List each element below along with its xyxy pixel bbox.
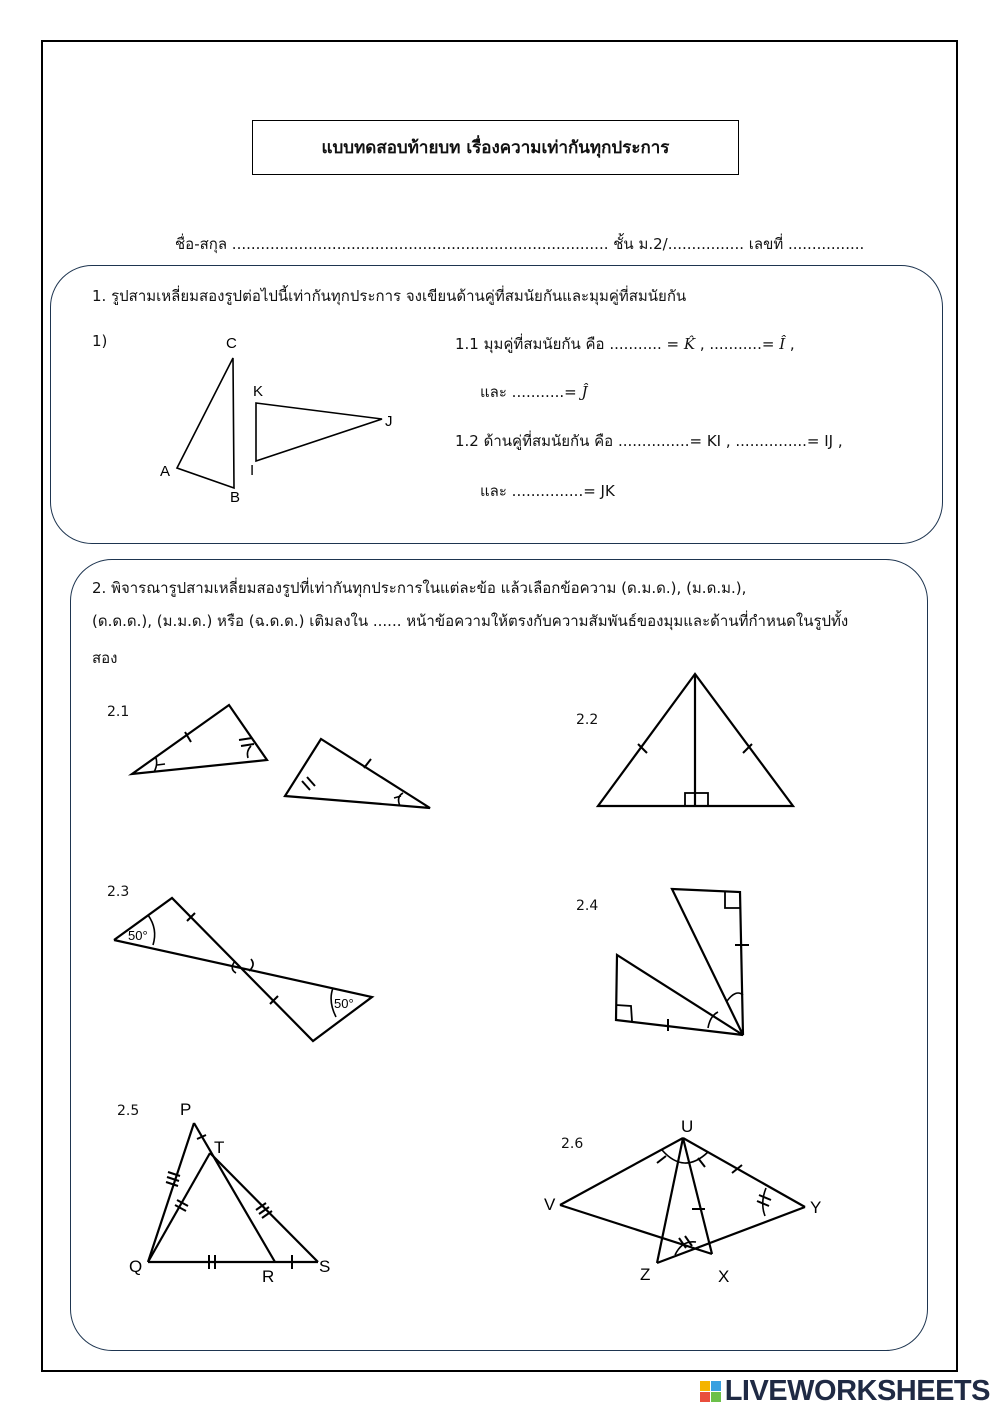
label-c: C [226,335,237,352]
section-2-instruction-line-2: (ด.ด.ด.), (ม.ม.ด.) หรือ (ฉ.ด.ด.) เติมลงใน ...... หน้าข้อความให้ตรงกับความสัมพันธ์ของมุมและด้านที่กำหนดในรูปทั้ง [92,612,849,630]
tick-2-1-left-double-a [239,738,252,740]
worksheet-title [252,120,739,175]
angle-j-hat: Ĵ [581,383,588,401]
angle-tick-2-1-left-a [157,764,165,765]
section-1-instruction: 1. รูปสามเหลี่ยมสองรูปต่อไปนี้เท่ากันทุกประการ จงเขียนด้านคู่ที่สมนัยกันและมุมคู่ที่สมนัยกัน [92,287,687,305]
label-r: R [262,1267,275,1286]
label-i: I [250,462,255,479]
right-angle-mark-2-4-lower [616,1005,632,1021]
segment-uv [560,1138,683,1205]
segment-uy [683,1138,805,1207]
logo-wordmark: LIVEWORKSHEETS [724,1374,990,1407]
tick-2-6-y-angle-a [759,1195,771,1200]
item-2-4-number: 2.4 [576,898,599,914]
segment-pr [194,1123,275,1262]
bowtie-2-3 [114,898,372,1041]
logo-square-2 [711,1381,721,1391]
worksheet-title-text: แบบทดสอบท้ายบท เรื่องความเท่ากันทุกประการ [321,138,670,158]
angle-arc-2-3-left [148,915,155,945]
item-2-2-number: 2.2 [576,712,599,728]
triangles-abc-kij [150,330,410,510]
angle-k-hat: K̂ [683,335,696,353]
label-p: P [180,1100,192,1119]
angle-arc-2-6-y [763,1188,766,1216]
angle-label-2-3-right: 50° [334,996,354,1011]
question-1-1-line-2 [480,380,588,404]
label-a: A [160,463,171,480]
label-u: U [681,1117,694,1136]
angle-arc-2-1-left-b [247,746,251,758]
triangle-abc [177,358,234,488]
label-x: X [718,1267,730,1286]
angle-label-2-3-left: 50° [128,928,148,943]
question-1-1-line-1 [455,332,795,356]
question-1-2-line-1: 1.2 ด้านคู่ที่สมนัยกัน คือ ...............= KI , ...............= IJ , [455,432,843,450]
label-k: K [253,383,264,400]
angle-arc-2-1-left-a [154,758,157,772]
question-1-2-line-2: และ ...............= JK [480,482,615,500]
label-j: J [385,413,393,430]
tick-2-6-u-left [657,1156,666,1163]
label-s: S [319,1257,331,1276]
figure-2-5 [120,1095,340,1295]
tick-2-1-left-double-b [241,744,254,746]
segment-ux [683,1138,712,1254]
figure-2-2 [590,668,810,818]
tick-2-1-right-single [364,759,371,768]
figure-2-6 [540,1112,840,1292]
item-2-1-number: 2.1 [107,704,130,720]
q1-1-prefix: 1.1 มุมคู่ที่สมนัยกัน คือ ........... = [455,335,684,353]
tick-2-6-u-right [698,1158,705,1167]
label-y: Y [810,1198,822,1217]
logo-mark-icon [700,1381,721,1402]
tick-2-1-right-double-b [307,777,315,786]
right-angle-mark-2-4-upper [725,892,740,908]
logo-square-3 [700,1392,710,1402]
tick-2-5-pq-c [166,1182,178,1186]
section-2-instruction-line-3: สอง [92,649,118,667]
q1-1-mid: , ...........= [695,335,780,353]
item-2-3-number: 2.3 [107,884,130,900]
figure-2-4 [608,883,768,1043]
q1-1-line2-prefix: และ ...........= [480,383,582,401]
right-angle-mark-2-2 [685,793,708,806]
logo-square-1 [700,1381,710,1391]
triangle-kij [256,403,382,461]
triangle-2-1-right [285,739,430,808]
student-info-line: ชื่อ-สกุล ............................................................................... ชั้น ม.2/................ เลขที่ ................ [175,235,865,253]
segment-yz [657,1207,805,1263]
item-1-number: 1) [92,332,108,350]
segment-ts [210,1153,318,1262]
item-2-6-number: 2.6 [561,1136,584,1152]
angle-tick-2-1-right [394,796,401,798]
logo-square-4 [711,1392,721,1402]
q1-1-end: , [785,335,795,353]
label-q: Q [129,1257,143,1276]
label-t: T [214,1138,225,1157]
tick-2-1-right-double-a [302,781,310,790]
tick-2-5-pq-b [167,1177,179,1181]
angle-arc-2-4-upper [727,993,743,1001]
segment-vx [560,1205,712,1254]
figure-2-3 [108,893,388,1053]
label-v: V [544,1195,556,1214]
section-2-instruction-line-1: 2. พิจารณารูปสามเหลี่ยมสองรูปที่เท่ากันทุกประการในแต่ละข้อ แล้วเลือกข้อความ (ด.ม.ด.), (ม.ด.ม.), [92,579,747,597]
label-z: Z [640,1265,651,1284]
item-2-5-number: 2.5 [117,1103,140,1119]
liveworksheets-logo [690,1374,990,1408]
angle-i-hat: Î [779,335,786,353]
label-b: B [230,489,241,506]
angle-arc-2-1-right [399,793,403,806]
figure-2-1 [120,695,460,825]
